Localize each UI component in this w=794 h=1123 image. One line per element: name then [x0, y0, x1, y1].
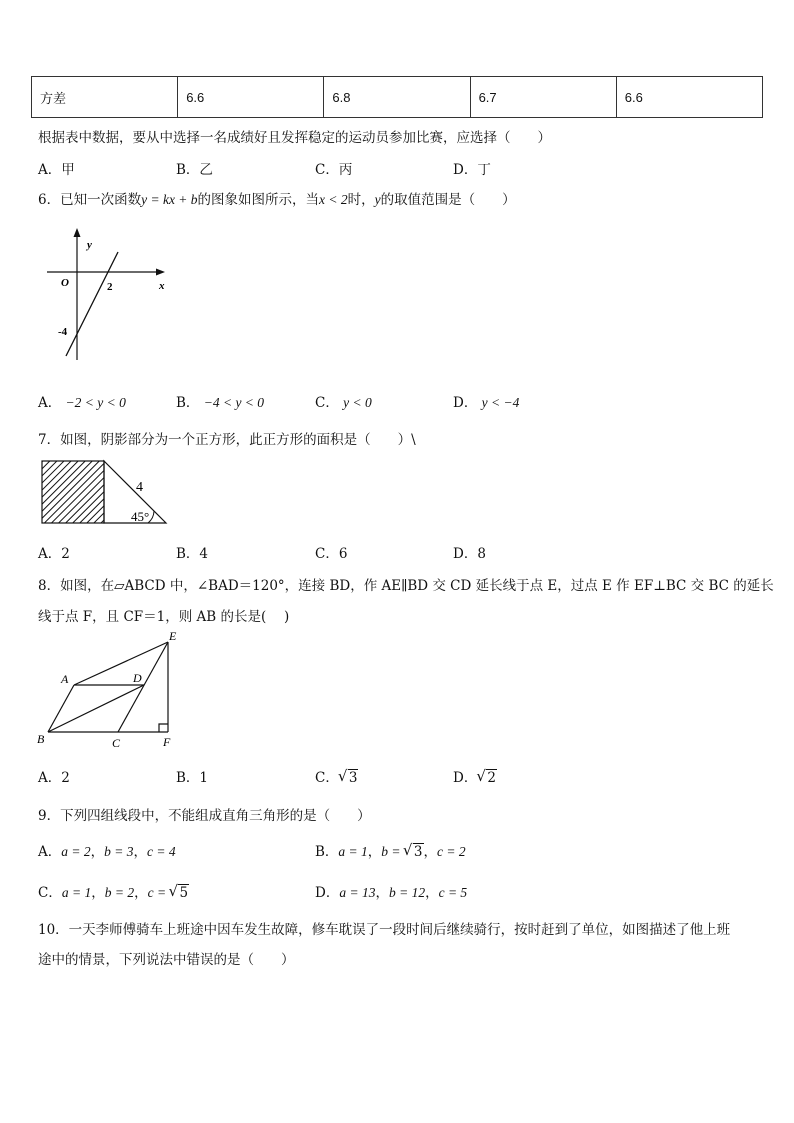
q6-option-c — [315, 391, 372, 411]
option-letter: B． — [315, 844, 339, 860]
table-cell: 6.8 — [324, 77, 470, 118]
q5-option-c: C．丙 — [315, 162, 353, 178]
sqrt-expr — [477, 770, 497, 786]
option-expr: y < 0 — [343, 395, 372, 410]
option-letter: B． — [176, 770, 200, 786]
q6-graph — [40, 222, 175, 367]
value-a: a = 2 — [61, 844, 91, 859]
side-length-label: 4 — [136, 480, 143, 495]
value-c-prefix: c = — [147, 885, 170, 900]
q6-mid: 的图象如图所示，当 — [197, 192, 320, 208]
segment-bd — [48, 685, 144, 732]
q8-text-line2: 线于点 F，且 CF＝1，则 AB 的长是( ) — [38, 609, 290, 625]
q9-option-b — [315, 840, 466, 860]
point-label-c: C — [112, 736, 121, 750]
table-cell: 6.7 — [470, 77, 616, 118]
option-letter: C． — [315, 770, 339, 786]
value-a: a = 1 — [338, 844, 368, 859]
separator: ， — [367, 844, 382, 860]
value-c: c = 4 — [147, 844, 176, 859]
q10-text-line2: 途中的情景，下列说法中错误的是（ ） — [38, 952, 295, 968]
q5-text: 根据表中数据，要从中选择一名成绩好且发挥稳定的运动员参加比赛，应选择（ ） — [38, 130, 551, 146]
q6-option-b — [176, 391, 264, 411]
value-b-prefix: b = — [381, 844, 404, 859]
q6-condition: x < 2 — [319, 192, 348, 207]
q6-function: y = kx + b — [141, 192, 198, 207]
q6-mid2: 时， — [347, 192, 375, 208]
q8-option-a — [38, 766, 70, 786]
x-axis-label: x — [159, 280, 165, 292]
sqrt-expr — [404, 844, 424, 860]
point-label-a: A — [61, 672, 69, 686]
q9-option-d — [315, 881, 467, 901]
point-label-d: D — [133, 671, 142, 685]
option-letter: C． — [38, 885, 62, 901]
option-letter: A． — [38, 844, 62, 860]
segment-ba — [48, 685, 74, 732]
option-value: 2 — [61, 770, 70, 786]
separator: ， — [134, 885, 148, 901]
value-b: b = 3 — [104, 844, 134, 859]
option-letter: A． — [38, 395, 62, 411]
segment-ce — [118, 642, 168, 732]
value-c: c = 5 — [438, 885, 468, 900]
q8-option-c — [315, 766, 358, 786]
q6-text — [38, 188, 516, 208]
separator: ， — [423, 844, 438, 860]
radicand: 3 — [413, 844, 423, 860]
y-axis-arrow-icon — [74, 228, 81, 237]
q6-option-a — [38, 391, 126, 411]
q7-option-a: A．2 — [38, 546, 70, 562]
function-line — [66, 252, 118, 356]
q7-option-b: B．4 — [176, 546, 209, 562]
separator: ， — [90, 844, 105, 860]
q8-text-line1: 8．如图，在▱ABCD 中，∠BAD＝120°，连接 BD，作 AE∥BD 交 CD 延长线于点 E，过点 E 作 EF⊥BC 交 BC 的延长 — [38, 578, 774, 594]
x-intercept-label: 2 — [107, 281, 113, 293]
segment-ae — [74, 642, 168, 685]
value-a: a = 13 — [339, 885, 376, 900]
q9-option-c — [38, 881, 189, 901]
right-angle-mark — [159, 724, 168, 732]
variance-table — [31, 76, 763, 118]
x-axis-arrow-icon — [156, 269, 165, 276]
q8-option-d — [453, 766, 497, 786]
option-letter: D． — [315, 885, 340, 901]
value-c: c = 2 — [437, 844, 466, 859]
y-intercept-label: -4 — [58, 326, 68, 338]
option-letter: D． — [453, 395, 478, 411]
point-label-e: E — [169, 629, 177, 643]
radicand: 2 — [487, 770, 496, 786]
option-value: 1 — [199, 770, 209, 786]
q6-suffix: 的取值范围是（ ） — [380, 192, 516, 208]
table-cell: 6.6 — [616, 77, 762, 118]
y-axis-label: y — [87, 239, 92, 251]
point-label-f: F — [163, 735, 171, 749]
radicand: 3 — [348, 770, 358, 786]
q6-variable: y — [374, 192, 381, 207]
q7-text: 7．如图，阴影部分为一个正方形，此正方形的面积是（ ）\ — [38, 432, 416, 448]
q5-option-b: B．乙 — [176, 162, 213, 178]
q8-option-b — [176, 766, 208, 786]
q9-text: 9．下列四组线段中，不能组成直角三角形的是（ ） — [38, 808, 371, 824]
separator: ， — [133, 844, 147, 860]
option-letter: B． — [176, 395, 200, 411]
value-b: b = 2 — [104, 885, 135, 900]
q8-figure — [34, 626, 194, 754]
point-label-b: B — [37, 732, 45, 746]
origin-label: O — [61, 277, 69, 289]
radicand: 5 — [179, 885, 189, 901]
separator: ， — [91, 885, 105, 901]
option-expr: y < −4 — [481, 395, 520, 410]
q7-figure — [38, 458, 173, 528]
shaded-square — [42, 461, 104, 523]
separator: ， — [375, 885, 389, 901]
q6-prefix: 6．已知一次函数 — [38, 192, 142, 208]
table-cell: 6.6 — [178, 77, 324, 118]
option-letter: C． — [315, 395, 339, 411]
table-cell-label: 方差 — [32, 77, 178, 118]
option-letter: D． — [453, 770, 478, 786]
q5-option-a: A．甲 — [38, 162, 75, 178]
q7-option-d: D．8 — [453, 546, 486, 562]
q6-option-d — [453, 391, 519, 411]
table-row — [32, 77, 763, 118]
value-a: a = 1 — [61, 885, 92, 900]
sqrt-expr — [339, 770, 359, 786]
sqrt-expr — [169, 885, 189, 901]
option-letter: A． — [38, 770, 62, 786]
option-expr: −2 < y < 0 — [65, 395, 126, 410]
separator: ， — [425, 885, 439, 901]
q5-option-d: D．丁 — [453, 162, 491, 178]
q10-text-line1: 10．一天李师傅骑车上班途中因车发生故障，修车耽误了一段时间后继续骑行，按时赶到了单位，如图描述了他上班 — [38, 922, 731, 938]
option-expr: −4 < y < 0 — [203, 395, 265, 410]
value-b: b = 12 — [388, 885, 426, 900]
angle-label: 45° — [131, 509, 150, 524]
q7-option-c: C．6 — [315, 546, 348, 562]
q9-option-a — [38, 840, 176, 860]
